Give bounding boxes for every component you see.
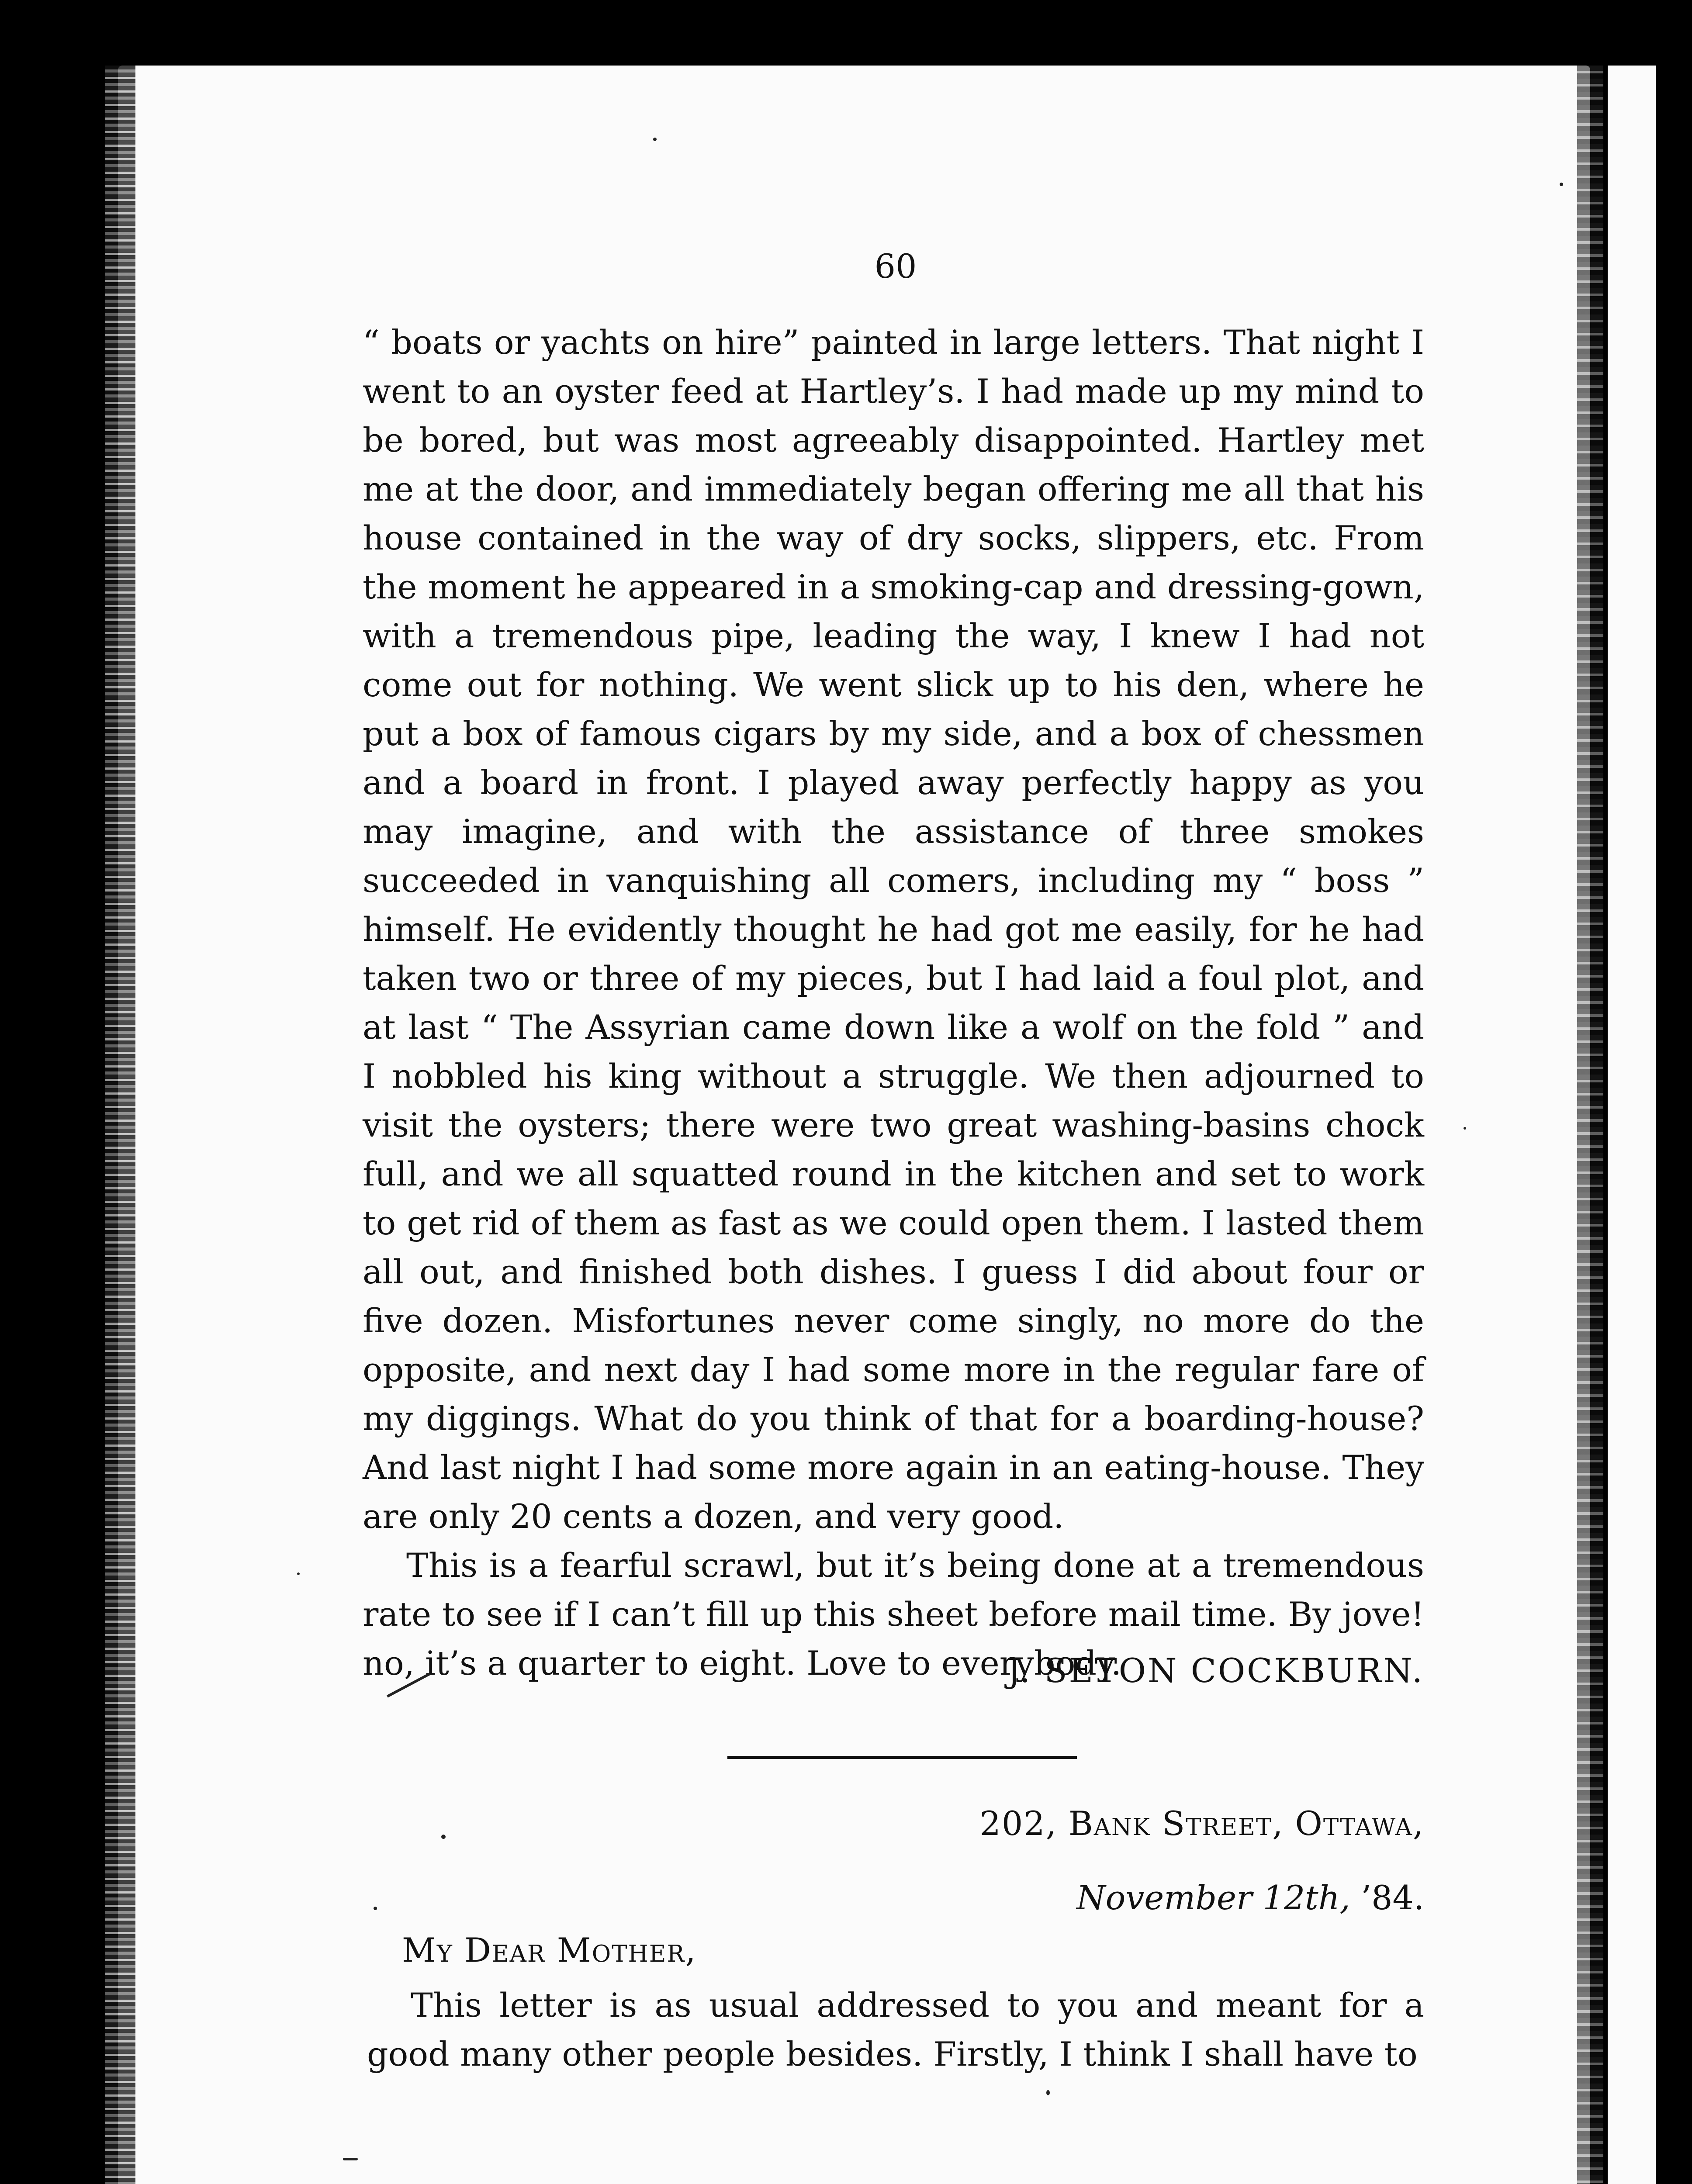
section-divider [727,1756,1077,1759]
letter-address: 202, Bank Street, Ottawa, [979,1804,1424,1843]
letter-date [874,1878,1424,1917]
date-month: November 12th, [1076,1878,1350,1917]
speck [653,138,657,141]
date-year: ’84. [1350,1878,1424,1917]
paragraph-closing: This is a fearful scrawl, but it’s being done at a tremendous rate to see if I can’t fill up this sheet before mail time. By jove! no, it’s a quarter to eight. Love to everybody. [363,1546,1424,1683]
paragraph-oyster-feed: “ boats or yachts on hire” painted in large letters. That night I went to an oyster feed at Hartley’s. I had made up my mind to be bored, but was most agreeably disappointed. Hartley met me at the door, and immediately began offering me all that his house contained in the way of dry socks, slippers, etc. From the moment he appeared in a smoking-cap and dressing-gown, with a tremendous pipe, leading the way, I knew I had not come out for nothing. We went slick up to his den, where he put a box of famous cigars by my side, and a box of chessmen and a board in front. I played away perfectly happy as you may imagine, and with the assistance of three smokes succeeded in vanquishing all comers, including my “ boss ” himself. He evidently thought he had got me easily, for he had taken two or three of my pieces, but I had laid a foul plot, and at last “ The Assyrian came down like a wolf on the fold ” and I nobbled his king without a struggle. We then adjourned to visit the oysters; there were two great washing-basins chock full, and we all squatted round in the kitchen and set to work to get rid of them as fast as we could open them. I lasted them all out, and finished both dishes. I guess I did about four or five dozen. Misfortunes never come singly, no more do the opposite, and next day I had some more in the regular fare of my diggings. What do you think of that for a boarding-house? And last night I had some more again in an eating-house. They are only 20 cents a dozen, and very good. [363,323,1424,1536]
page-number: 60 [874,247,917,286]
speck [1560,183,1563,186]
speck [343,2158,358,2160]
speck [1464,1127,1466,1130]
letter-opening [367,1981,1424,2079]
paragraph-letter-opening: This letter is as usual addressed to you and meant for a good many other people besides. Firstly, I think I shall have to [367,1986,1424,2073]
signature: J. SETON COCKBURN. [1007,1651,1424,1690]
salutation: My Dear Mother, [402,1931,697,1970]
speck [374,1907,377,1910]
facing-page-edge [1608,66,1656,2184]
body-text [363,318,1424,1688]
speck [297,1572,300,1575]
speck [1046,2090,1050,2095]
speck [441,1835,446,1839]
